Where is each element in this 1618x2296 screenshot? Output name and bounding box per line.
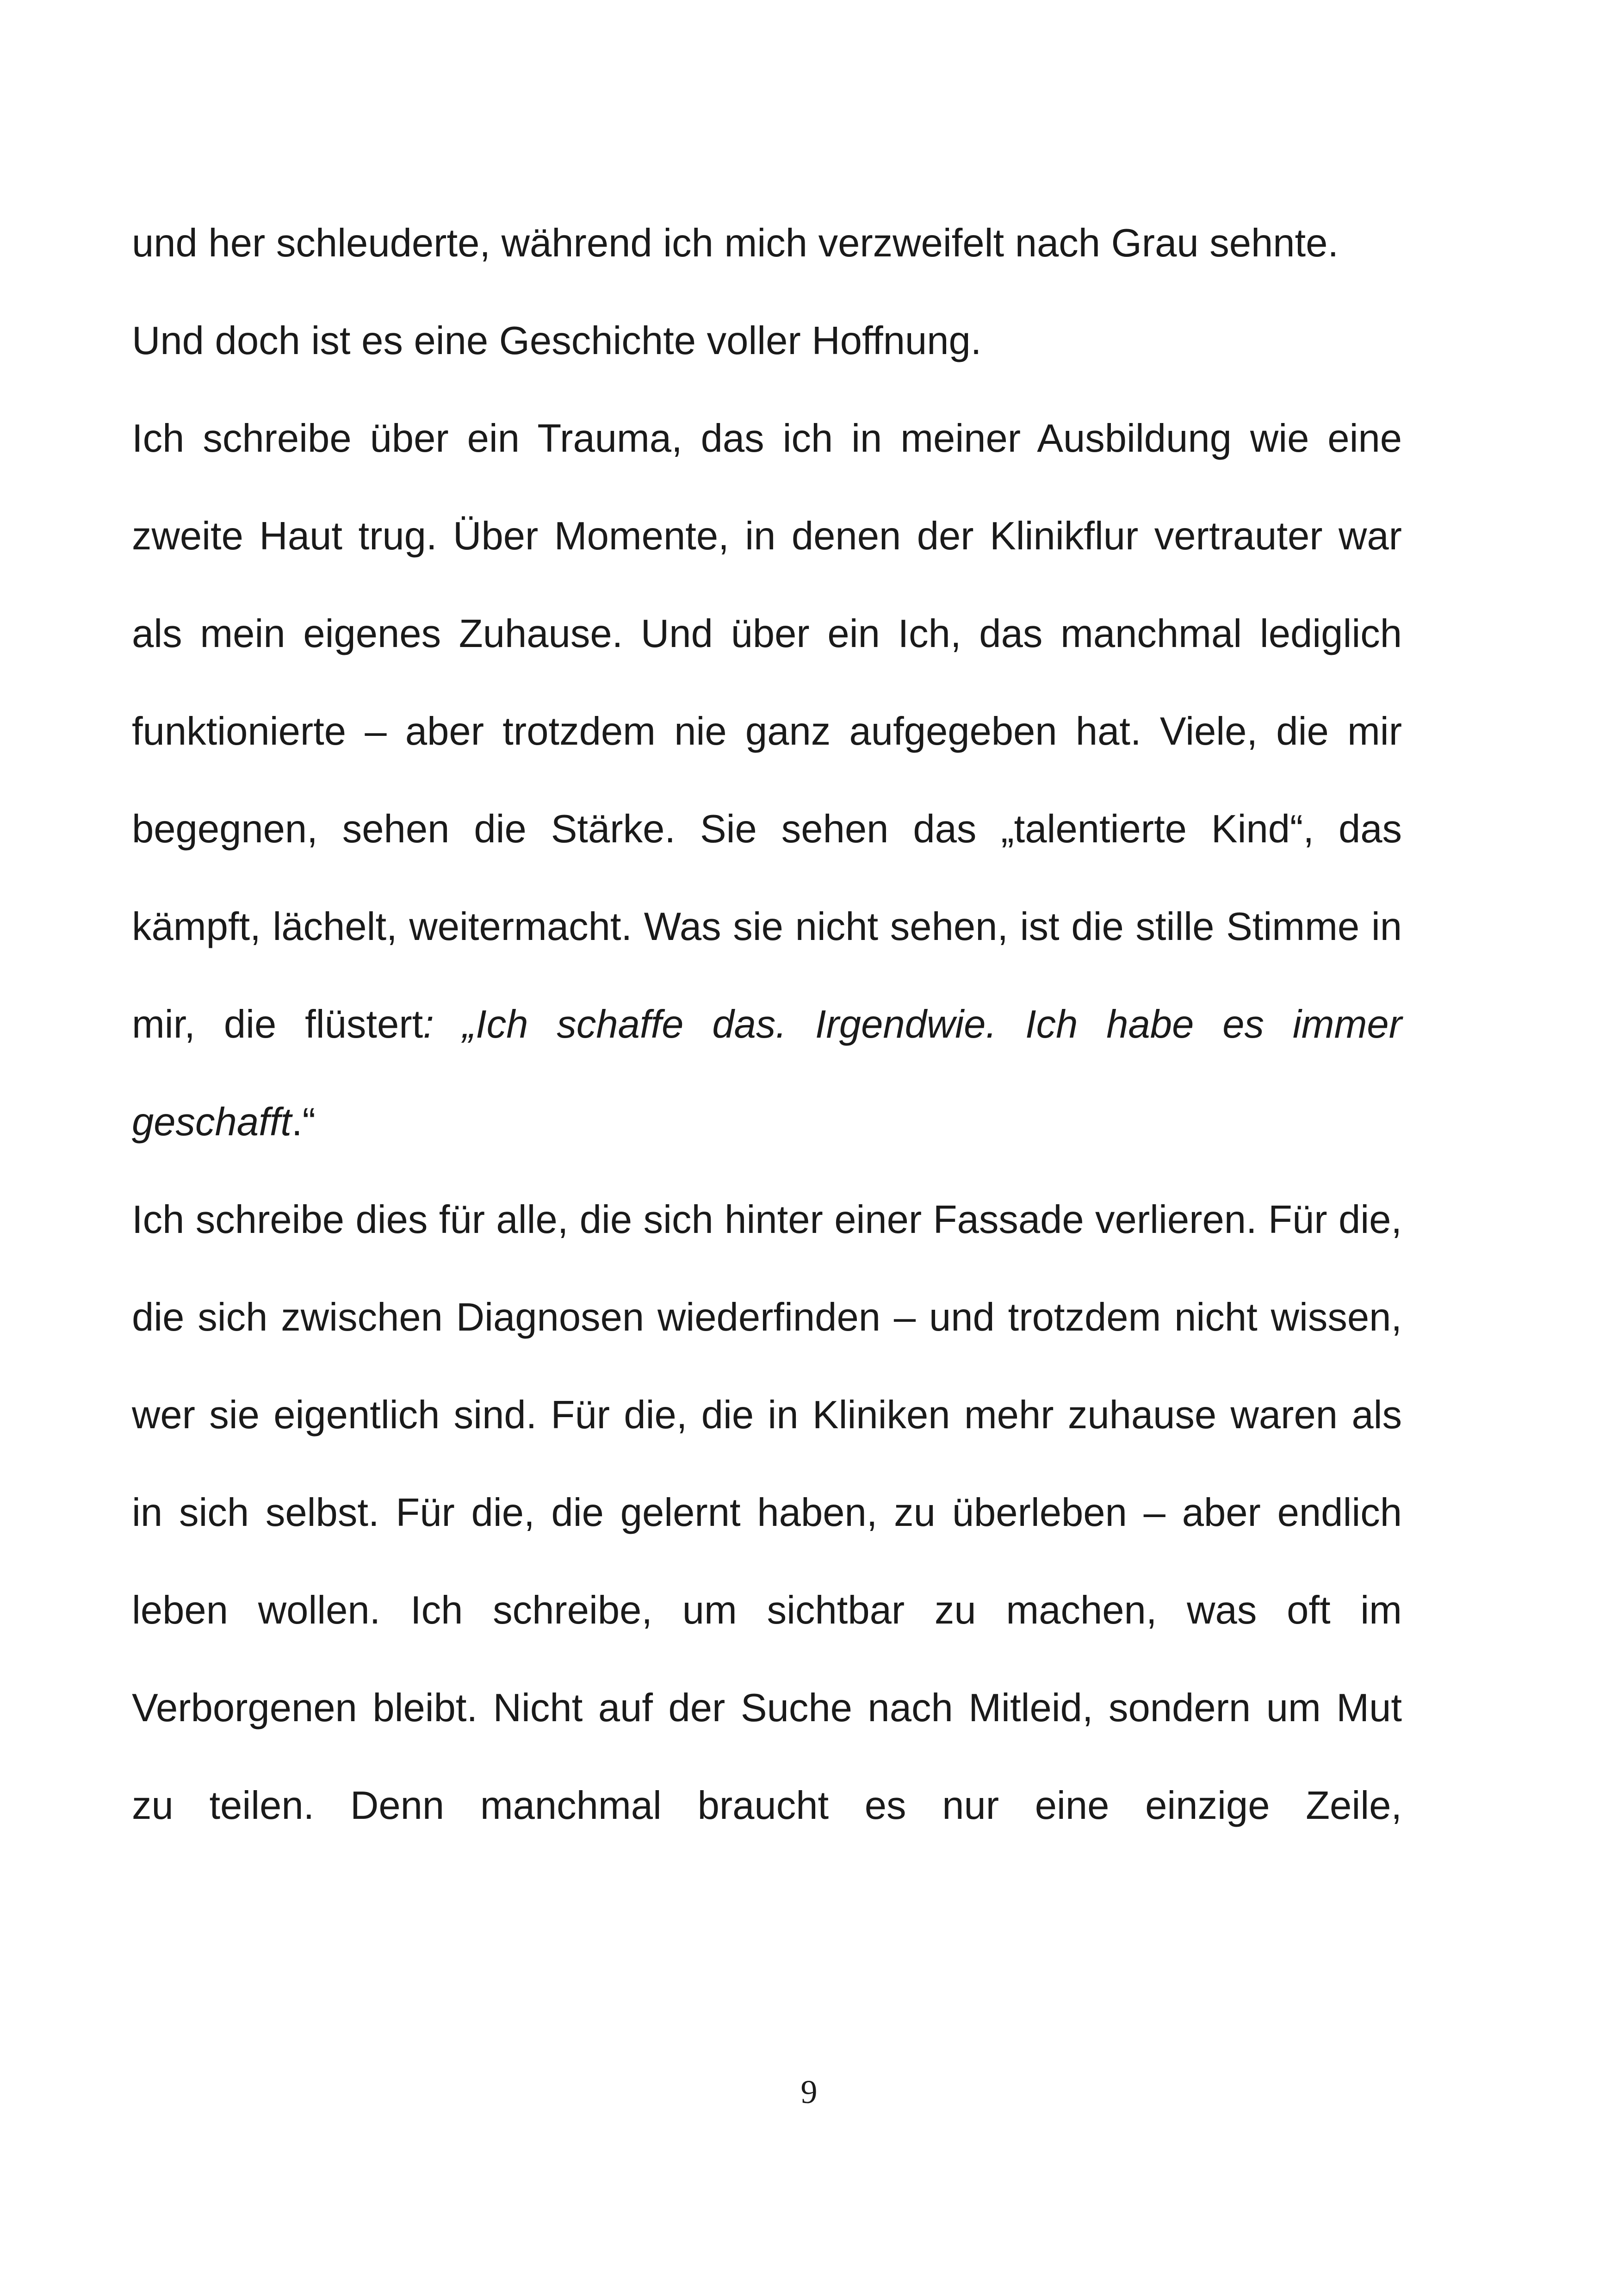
inner-voice-quote: : „Ich schaffe das. Irgendwie. Ich habe es immer geschafft [132,1002,1402,1144]
paragraph-4: Ich schreibe dies für alle, die sich hinter einer Fassade verlieren. Für die, die sich zwischen Diagnosen wiederfinden – und trotzdem nicht wissen, wer sie eigentlich sind. Für die, die in Kliniken mehr zuhause waren als in sich selbst. Für die, die gelernt haben, zu überleben – aber endlich leben wollen. Ich schreibe, um sichtbar zu machen, was oft im Verborgenen bleibt. Nicht auf der Suche nach Mitleid, sondern um Mut zu teilen. Denn manchmal braucht es nur eine einzige Zeile, [132,1198,1402,1828]
paragraph-2: Und doch ist es eine Geschichte voller Hoffnung. [132,319,982,363]
paragraph-1: und her schleuderte, während ich mich verzweifelt nach Grau sehnte. [132,221,1339,265]
page-number: 9 [800,2073,818,2110]
paragraph-3 [132,390,1402,1171]
paragraph-3-closing: .“ [291,1100,316,1144]
body-text [132,194,1402,1854]
paragraph-3-text: Ich schreibe über ein Trauma, das ich in meiner Ausbildung wie eine zweite Haut trug. Über Momente, in denen der Klinikflur vertrauter war als mein eigenes Zuhause. Und über ein Ich, das manchmal lediglich funktionierte – aber trotzdem nie ganz aufgegeben hat. Viele, die mir begegnen, sehen die Stärke. Sie sehen das „talentierte Kind“, das kämpft, lächelt, weitermacht. Was sie nicht sehen, ist die stille Stimme in mir, die flüstert [132,417,1402,1046]
